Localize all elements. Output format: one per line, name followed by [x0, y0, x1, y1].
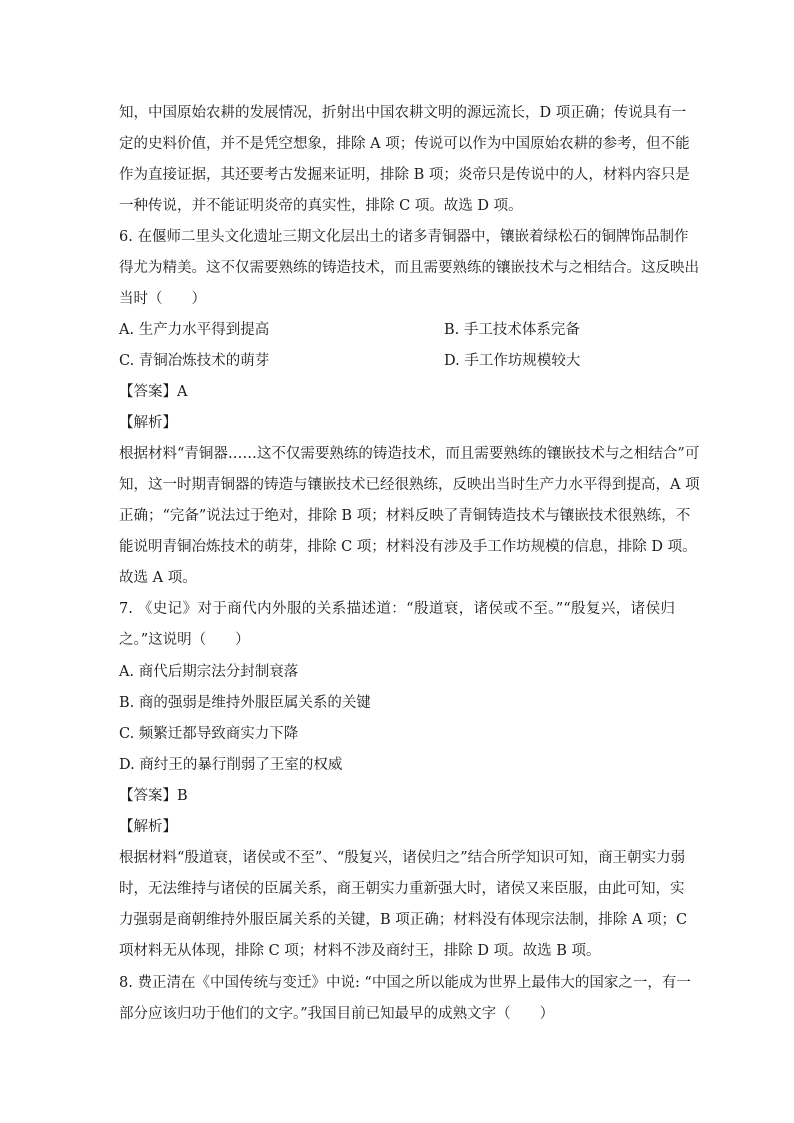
- prev-answer-line-1: 知，中国原始农耕的发展情况，折射出中国农耕文明的源远流长，D 项正确；传说具有一: [119, 105, 687, 121]
- q6-stem-line-2: 得尤为精美。这不仅需要熟练的铸造技术，而且需要熟练的镶嵌技术与之相结合。这反映出: [119, 260, 699, 276]
- prev-answer-line-4: 一种传说，并不能证明炎帝的真实性，排除 C 项。故选 D 项。: [119, 198, 523, 214]
- q6-stem-line-3: 当时（ ）: [119, 291, 206, 307]
- q6-analysis-line-3: 正确；“完备”说法过于绝对，排除 B 项；材料反映了青铜铸造技术与镶嵌技术很熟练，不: [119, 508, 691, 524]
- q6-option-b: B. 手工技术体系完备: [444, 322, 580, 338]
- prev-answer-line-3: 作为直接证据，其还要考古发掘来证明，排除 B 项；炎帝只是传说中的人，材料内容只是: [119, 167, 690, 183]
- q7-stem-line-2: 之。”这说明（ ）: [119, 632, 250, 648]
- q6-analysis-line-1: 根据材料“青铜器……这不仅需要熟练的铸造技术，而且需要熟练的镶嵌技术与之相结合”可: [119, 446, 700, 462]
- q7-answer: 【答案】B: [119, 788, 188, 804]
- q7-option-b: B. 商的强弱是维持外服臣属关系的关键: [119, 695, 371, 711]
- q6-analysis-line-5: 故选 A 项。: [119, 570, 197, 586]
- q6-answer: 【答案】A: [119, 384, 188, 400]
- q7-option-c: C. 频繁迁都导致商实力下降: [119, 726, 299, 742]
- q7-analysis-line-3: 力强弱是商朝维持外服臣属关系的关键，B 项正确；材料没有体现宗法制，排除 A 项；C: [119, 912, 688, 928]
- q8-stem-line-2: 部分应该归功于他们的文字。”我国目前已知最早的成熟文字（ ）: [119, 1006, 555, 1022]
- q6-analysis-line-2: 知，这一时期青铜器的铸造与镶嵌技术已经很熟练，反映出当时生产力水平得到提高，A 项: [119, 477, 700, 493]
- q7-analysis-line-2: 时，无法维持与诸侯的臣属关系，商王朝实力重新强大时，诸侯又来臣服，由此可知，实: [119, 881, 685, 897]
- q6-option-a: A. 生产力水平得到提高: [119, 322, 270, 338]
- q7-analysis-label: 【解析】: [119, 819, 177, 835]
- q7-stem-line-1: 7. 《史记》对于商代内外服的关系描述道：“殷道衰，诸侯或不至。”“殷复兴，诸侯归: [119, 601, 675, 617]
- q7-option-a: A. 商代后期宗法分封制衰落: [119, 664, 299, 680]
- q6-option-d: D. 手工作坊规模较大: [444, 353, 581, 369]
- q7-analysis-line-1: 根据材料“殷道衰，诸侯或不至”、“殷复兴，诸侯归之”结合所学知识可知，商王朝实力弱: [119, 850, 686, 866]
- q8-stem-line-1: 8. 费正清在《中国传统与变迁》中说: “中国之所以能成为世界上最伟大的国家之一，有一: [119, 975, 691, 991]
- q7-analysis-line-4: 项材料无从体现，排除 C 项；材料不涉及商纣王，排除 D 项。故选 B 项。: [119, 943, 601, 959]
- q6-stem-line-1: 6. 在偃师二里头文化遗址三期文化层出土的诸多青铜器中，镶嵌着绿松石的铜牌饰品制作: [119, 229, 689, 245]
- q7-option-d: D. 商纣王的暴行削弱了王室的权威: [119, 757, 343, 773]
- q6-option-c: C. 青铜冶炼技术的萌芽: [119, 353, 270, 369]
- q6-analysis-line-4: 能说明青铜冶炼技术的萌芽，排除 C 项；材料没有涉及手工作坊规模的信息，排除 D 项。: [119, 539, 697, 555]
- q6-analysis-label: 【解析】: [119, 415, 177, 431]
- prev-answer-line-2: 定的史料价值，并不是凭空想象，排除 A 项；传说可以作为中国原始农耕的参考，但不能: [119, 136, 690, 152]
